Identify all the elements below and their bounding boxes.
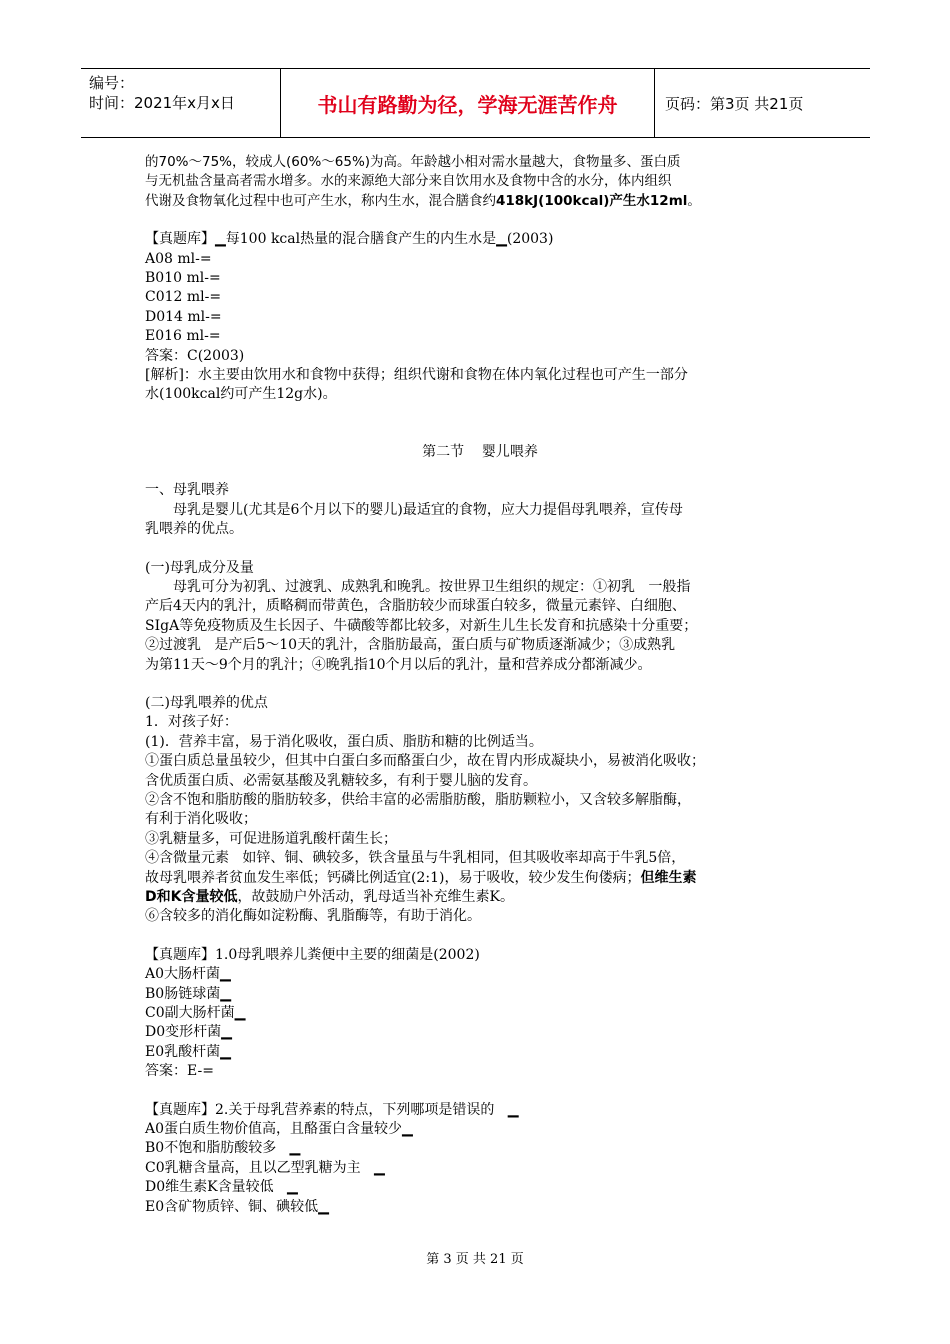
paragraph: 1．对孩子好： (145, 714, 238, 731)
paragraph: ②含不饱和脂肪酸的脂肪较多，供给丰富的必需脂肪酸，脂肪颗粒小，又含较多解脂酶， (145, 791, 691, 808)
paragraph (145, 192, 815, 211)
bold-text: D和K含量较低 (145, 889, 238, 905)
answer: 答案：E-= (145, 1063, 214, 1080)
heading: (一)母乳成分及量 (145, 559, 254, 576)
heading: (二)母乳喂养的优点 (145, 694, 268, 711)
paragraph (145, 888, 815, 907)
header-motto: 书山有路勤为径，学海无涯苦作舟 (281, 69, 655, 137)
option: C0乳糖含量高，且以乙型乳糖为主 ▁ (145, 1159, 385, 1176)
explanation: [解析]：水主要由饮用水和食物中获得；组织代谢和食物在体内氧化过程也可产生一部分 (145, 367, 688, 384)
text: 代谢及食物氧化过程中也可产生水，称内生水，混合膳食约 (145, 192, 496, 209)
header-table (81, 68, 870, 138)
heading: 一、母乳喂养 (145, 482, 229, 499)
option: B0肠链球菌▁ (145, 985, 231, 1002)
paragraph: 含优质蛋白质、必需氨基酸及乳糖较多，有利于婴儿脑的发育。 (145, 772, 537, 789)
paragraph: SIgA等免疫物质及生长因子、牛磺酸等都比较多，对新生儿生长发育和抗感染十分重要； (145, 617, 698, 634)
header-meta (81, 69, 281, 137)
paragraph: 为第11天～9个月的乳汁；④晚乳指10个月以后的乳汁，量和营养成分都渐减少。 (145, 656, 652, 673)
paragraph: 的70%～75%，较成人(60%～65%)为高。年龄越小相对需水量越大，食物量多、蛋白质 (145, 154, 681, 170)
paragraph: ⑥含较多的消化酶如淀粉酶、乳脂酶等，有助于消化。 (145, 908, 481, 925)
option: D0维生素K含量较低 ▁ (145, 1179, 298, 1196)
option: C012 ml-= (145, 289, 222, 306)
bold-text: 但维生素 (640, 869, 697, 886)
code-label: 编号： (89, 74, 135, 92)
paragraph: 母乳可分为初乳、过渡乳、成熟乳和晚乳。按世界卫生组织的规定：①初乳 一般指 (173, 578, 691, 595)
question: 【真题库】2.关于母乳营养素的特点，下列哪项是错误的 ▁ (145, 1101, 519, 1118)
paragraph: ②过渡乳 是产后5～10天的乳汁，含脂肪最高，蛋白质与矿物质逐渐减少；③成熟乳 (145, 637, 676, 654)
paragraph: ③乳糖量多，可促进肠道乳酸杆菌生长； (145, 830, 397, 847)
paragraph: ①蛋白质总量虽较少，但其中白蛋白多而酪蛋白少，故在胃内形成凝块小，易被消化吸收； (145, 753, 705, 770)
answer: 答案：C(2003) (145, 347, 245, 364)
paragraph: 有利于消化吸收； (145, 811, 257, 828)
option: A0大肠杆菌▁ (145, 966, 231, 983)
section-title: 第二节 婴儿喂养 (422, 443, 538, 460)
header-page-label: 页码：第3页 共21页 (665, 94, 804, 113)
option: A0蛋白质生物价值高，且酪蛋白含量较少▁ (145, 1121, 413, 1138)
option: D014 ml-= (145, 308, 222, 325)
date-label: 时间：2021年x月x日 (89, 94, 235, 112)
question: 【真题库】1.0母乳喂养儿粪便中主要的细菌是(2002) (145, 946, 480, 963)
option: E016 ml-= (145, 328, 221, 345)
paragraph (145, 869, 815, 888)
paragraph: 与无机盐含量高者需水增多。水的来源绝大部分来自饮用水及食物中含的水分，体内组织 (145, 173, 672, 190)
question: 【真题库】▁每100 kcal热量的混合膳食产生的内生水是▁(2003) (145, 231, 554, 248)
paragraph: 乳喂养的优点。 (145, 521, 243, 538)
option: D0变形杆菌▁ (145, 1024, 232, 1041)
bold-text: 418kJ(100kcal)产生水12ml (496, 192, 688, 209)
option: B010 ml-= (145, 270, 221, 287)
text: ，故鼓励户外活动，乳母适当补充维生素K。 (237, 889, 514, 905)
option: C0副大肠杆菌▁ (145, 1005, 246, 1022)
option: E0乳酸杆菌▁ (145, 1043, 231, 1060)
explanation: 水(100kcal约可产生12g水)。 (145, 386, 337, 403)
paragraph: (1)．营养丰富，易于消化吸收，蛋白质、脂肪和糖的比例适当。 (145, 733, 543, 750)
option: A08 ml-= (145, 250, 212, 267)
paragraph: 产后4天内的乳汁，质略稠而带黄色，含脂肪较少而球蛋白较多，微量元素锌、白细胞、 (145, 598, 686, 615)
document-body (145, 153, 815, 1217)
paragraph: 母乳是婴儿(尤其是6个月以下的婴儿)最适宜的食物，应大力提倡母乳喂养，宣传母 (173, 501, 683, 518)
text: 故母乳喂养者贫血发生率低；钙磷比例适宜(2:1)，易于吸收，较少发生佝偻病； (145, 869, 641, 886)
paragraph: ④含微量元素 如锌、铜、碘较多，铁含量虽与牛乳相同，但其吸收率却高于牛乳5倍， (145, 850, 686, 867)
page-footer: 第 3 页 共 21 页 (426, 1252, 524, 1267)
text: 。 (687, 192, 701, 209)
option: E0含矿物质锌、铜、碘较低▁ (145, 1198, 329, 1215)
option: B0不饱和脂肪酸较多 ▁ (145, 1140, 301, 1157)
